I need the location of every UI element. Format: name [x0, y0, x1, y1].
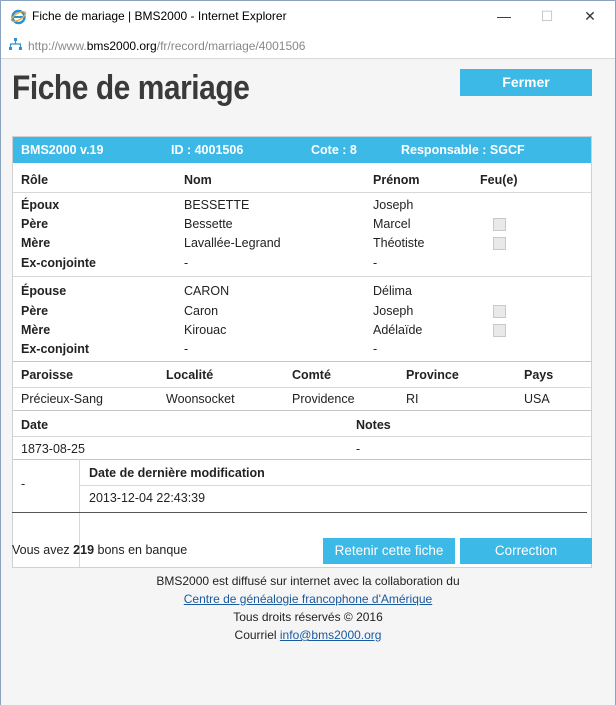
header-province: Province — [406, 368, 459, 382]
bride-ex-firstname: - — [373, 342, 378, 356]
groom-name: BESSETTE — [184, 198, 250, 212]
column-firstname: Prénom — [373, 173, 420, 187]
groom-father-deceased-checkbox — [493, 218, 506, 231]
county-value: Providence — [292, 392, 355, 406]
modification-left-value: - — [21, 477, 26, 491]
footer-contact — [1, 628, 615, 642]
footer-partner — [1, 592, 615, 606]
role-groom: Époux — [21, 198, 60, 212]
separator-line — [12, 512, 587, 513]
country-value: USA — [524, 392, 550, 406]
divider — [13, 410, 591, 411]
groom-ex-firstname: - — [373, 256, 378, 270]
groom-father-firstname: Marcel — [373, 217, 411, 231]
role-bride-mother: Mère — [21, 323, 51, 337]
groom-firstname: Joseph — [373, 198, 414, 212]
divider — [13, 276, 591, 277]
address-bar[interactable] — [1, 32, 615, 59]
last-modified-value: 2013-12-04 22:43:39 — [89, 491, 206, 505]
contact-prefix: Courriel — [234, 628, 277, 642]
page-title: Fiche de mariage — [12, 69, 250, 107]
role-groom-ex: Ex-conjointe — [21, 256, 97, 270]
bride-mother-firstname: Adélaïde — [373, 323, 423, 337]
bride-father-firstname: Joseph — [373, 304, 414, 318]
divider — [13, 361, 591, 362]
close-record-button[interactable]: Fermer — [460, 69, 592, 96]
divider — [13, 459, 591, 460]
maximize-button[interactable]: ☐ — [540, 8, 554, 24]
role-groom-mother: Mère — [21, 236, 51, 250]
bride-mother-deceased-checkbox — [493, 324, 506, 337]
title-bar — [1, 1, 615, 32]
url-domain: bms2000.org — [86, 39, 157, 53]
divider — [13, 436, 591, 437]
footer-copyright: Tous droits réservés © 2016 — [233, 610, 383, 624]
groom-mother-deceased-checkbox — [493, 237, 506, 250]
bride-father-name: Caron — [184, 304, 219, 318]
header-notes: Notes — [356, 418, 391, 432]
record-cote: Cote : 8 — [311, 143, 357, 157]
header-date: Date — [21, 418, 49, 432]
notes-value: - — [356, 442, 361, 456]
page-content — [1, 60, 615, 705]
footer-credit: BMS2000 est diffusé sur internet avec la collaboration du — [156, 574, 460, 588]
parish-value: Précieux-Sang — [21, 392, 103, 406]
record-responsable: Responsable : SGCF — [401, 143, 525, 157]
bank-balance — [12, 543, 187, 557]
minimize-button[interactable]: — — [497, 8, 511, 24]
groom-father-name: Bessette — [184, 217, 233, 231]
url-path: /fr/record/marriage/4001506 — [156, 39, 306, 53]
url-text[interactable] — [28, 39, 305, 53]
header-parish: Paroisse — [21, 368, 74, 382]
site-tree-icon — [8, 37, 23, 52]
close-window-button[interactable]: ✕ — [584, 8, 596, 24]
header-locality: Localité — [166, 368, 214, 382]
internet-explorer-icon — [10, 8, 27, 25]
column-role: Rôle — [21, 173, 49, 187]
bank-prefix: Vous avez — [12, 543, 70, 557]
bride-mother-name: Kirouac — [184, 323, 227, 337]
role-bride-father: Père — [21, 304, 49, 318]
role-bride-ex: Ex-conjoint — [21, 342, 90, 356]
bride-firstname: Délima — [373, 284, 412, 298]
url-prefix: http://www. — [28, 39, 87, 53]
date-value: 1873-08-25 — [21, 442, 85, 456]
bride-father-deceased-checkbox — [493, 305, 506, 318]
header-county: Comté — [292, 368, 331, 382]
divider — [79, 485, 591, 486]
header-country: Pays — [524, 368, 554, 382]
marriage-record — [12, 136, 592, 568]
bride-name: CARON — [184, 284, 230, 298]
bride-ex-name: - — [184, 342, 189, 356]
email-link[interactable]: info@bms2000.org — [279, 628, 382, 642]
record-header — [13, 137, 591, 163]
province-value: RI — [406, 392, 419, 406]
keep-record-button[interactable]: Retenir cette fiche — [323, 538, 455, 564]
role-bride: Épouse — [21, 284, 67, 298]
record-version: BMS2000 v.19 — [21, 143, 104, 157]
partner-link[interactable]: Centre de généalogie francophone d'Amérique — [183, 592, 433, 606]
column-name: Nom — [184, 173, 212, 187]
window-title: Fiche de mariage | BMS2000 - Internet Explorer — [32, 9, 287, 23]
column-deceased: Feu(e) — [480, 173, 518, 187]
groom-mother-firstname: Théotiste — [373, 236, 425, 250]
bank-suffix: bons en banque — [97, 543, 188, 557]
role-groom-father: Père — [21, 217, 49, 231]
bank-count: 219 — [73, 543, 95, 557]
header-last-modified: Date de dernière modification — [89, 466, 265, 480]
groom-ex-name: - — [184, 256, 189, 270]
locality-value: Woonsocket — [166, 392, 235, 406]
correction-button[interactable]: Correction — [460, 538, 592, 564]
groom-mother-name: Lavallée-Legrand — [184, 236, 281, 250]
divider — [13, 192, 591, 193]
divider — [13, 387, 591, 388]
record-id: ID : 4001506 — [171, 143, 244, 157]
